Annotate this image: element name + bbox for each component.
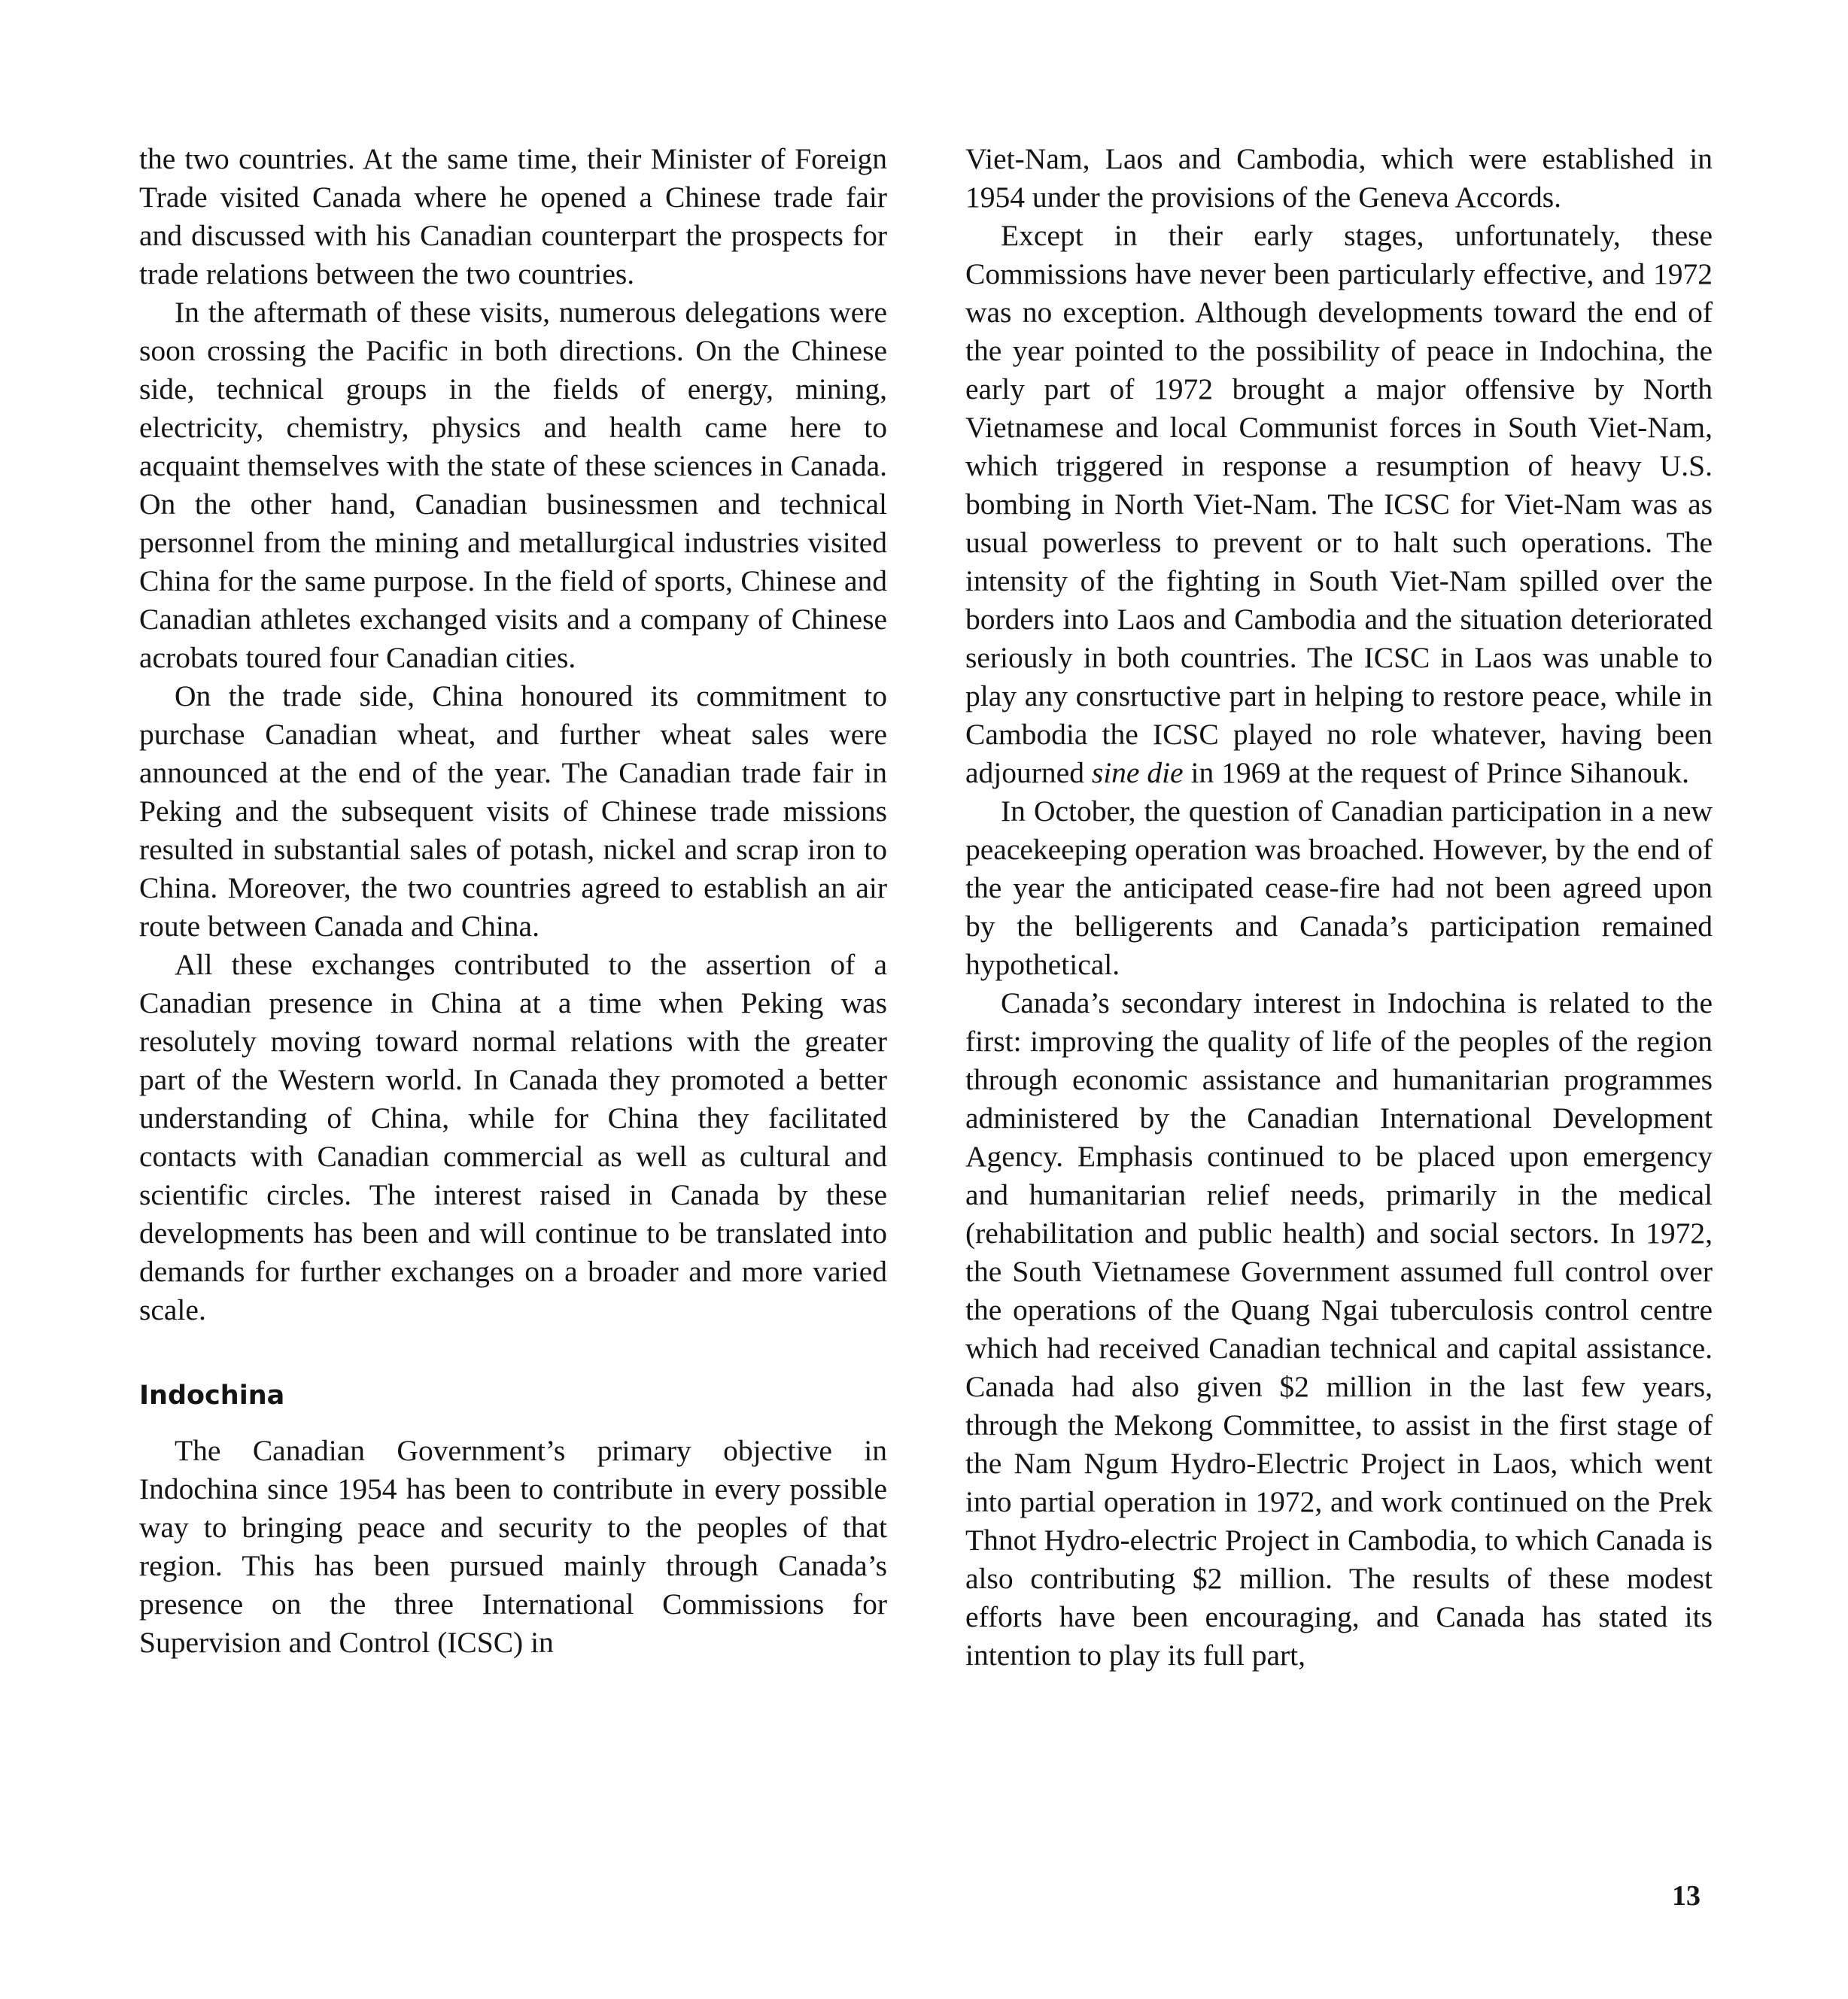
paragraph-text: in 1969 at the request of Prince Sihanouk. — [1190, 756, 1690, 789]
paragraph: All these exchanges contributed to the assertion of a Canadian presence in China at a time when Peking was resolutely moving toward normal relations with the greater part of the Western world. In Canada they promoted a better understanding of China, while for China they facilitated contacts with Canadian commercial as well as cultural and scientific circles. The interest raised in Canada by these developments has been and will continue to be translated into demands for further exchanges on a broader and more varied scale. — [139, 948, 887, 1326]
page-number: 13 — [1672, 1880, 1701, 1912]
italic-phrase: sine die — [1091, 756, 1184, 789]
paragraph: In the aftermath of these visits, numerous delegations were soon crossing the Pacific in both directions. On the Chinese side, technical groups in the fields of energy, mining, electricity, chemistry, physics and health came here to acquaint themselves with the state of these sciences in Canada. On the other hand, Canadian businessmen and technical personnel from the mining and metallurgical industries visited China for the same purpose. In the field of sports, Chinese and Canadian athletes exchanged visits and a company of Chinese acrobats toured four Canadian cities. — [139, 296, 887, 674]
paragraph: the two countries. At the same time, their Minister of Foreign Trade visited Canada where he opened a Chinese trade fair and discussed with his Canadian counterpart the prospects for trade relations between the two countries. — [139, 142, 887, 290]
paragraph: On the trade side, China honoured its commitment to purchase Canadian wheat, and further wheat sales were announced at the end of the year. The Canadian trade fair in Peking and the subsequent visits of Chinese trade missions resulted in substantial sales of potash, nickel and scrap iron to China. Moreover, the two countries agreed to establish an air route between Canada and China. — [139, 679, 887, 943]
paragraph: The Canadian Government’s primary objective in Indochina since 1954 has been to contribute in every possible way to bringing peace and security to the peoples of that region. This has been pursued mainly through Canada’s presence on the three International Commissions for Supervision and Control (ICSC) in — [139, 1434, 887, 1659]
right-column — [965, 140, 1713, 1675]
section-heading-indochina: Indochina — [139, 1381, 285, 1411]
paragraph — [965, 217, 1713, 792]
paragraph-text: Except in their early stages, unfortunately, these Commissions have never been particularly effective, and 1972 was no exception. Although developments toward the end of the year pointed to the possibility of peace in Indochina, the early part of 1972 brought a major offensive by North Vietnamese and local Communist forces in South Viet-Nam, which triggered in response a resumption of heavy U.S. bombing in North Viet-Nam. The ICSC for Viet-Nam was as usual powerless to prevent or to halt such operations. The intensity of the fighting in South Viet-Nam spilled over the borders into Laos and Cambodia and the situation deteriorated seriously in both countries. The ICSC in Laos was unable to play any consrtuctive part in helping to restore peace, while in Cambodia the ICSC played no role whatever, having been adjourned — [965, 219, 1713, 789]
paragraph: Viet-Nam, Laos and Cambodia, which were established in 1954 under the provisions of the Geneva Accords. — [965, 142, 1713, 214]
paragraph: In October, the question of Canadian participation in a new peacekeeping operation was broached. However, by the end of the year the anticipated cease-fire had not been agreed upon by the belligerents and Canada’s participation remained hypothetical. — [965, 794, 1713, 981]
left-column — [139, 140, 887, 1662]
paragraph: Canada’s secondary interest in Indochina is related to the first: improving the quality of life of the peoples of the region through economic assistance and humanitarian programmes administered by the Canadian International Development Agency. Emphasis continued to be placed upon emergency and humanitarian relief needs, primarily in the medical (rehabilitation and public health) and social sectors. In 1972, the South Vietnamese Government assumed full control over the operations of the Quang Ngai tuberculosis control centre which had received Canadian technical and capital assistance. Canada had also given $2 million in the last few years, through the Mekong Committee, to assist in the first stage of the Nam Ngum Hydro-Electric Project in Laos, which went into partial operation in 1972, and work continued on the Prek Thnot Hydro-electric Project in Cambodia, to which Canada is also contributing $2 million. The results of these modest efforts have been encouraging, and Canada has stated its intention to play its full part, — [965, 986, 1713, 1672]
